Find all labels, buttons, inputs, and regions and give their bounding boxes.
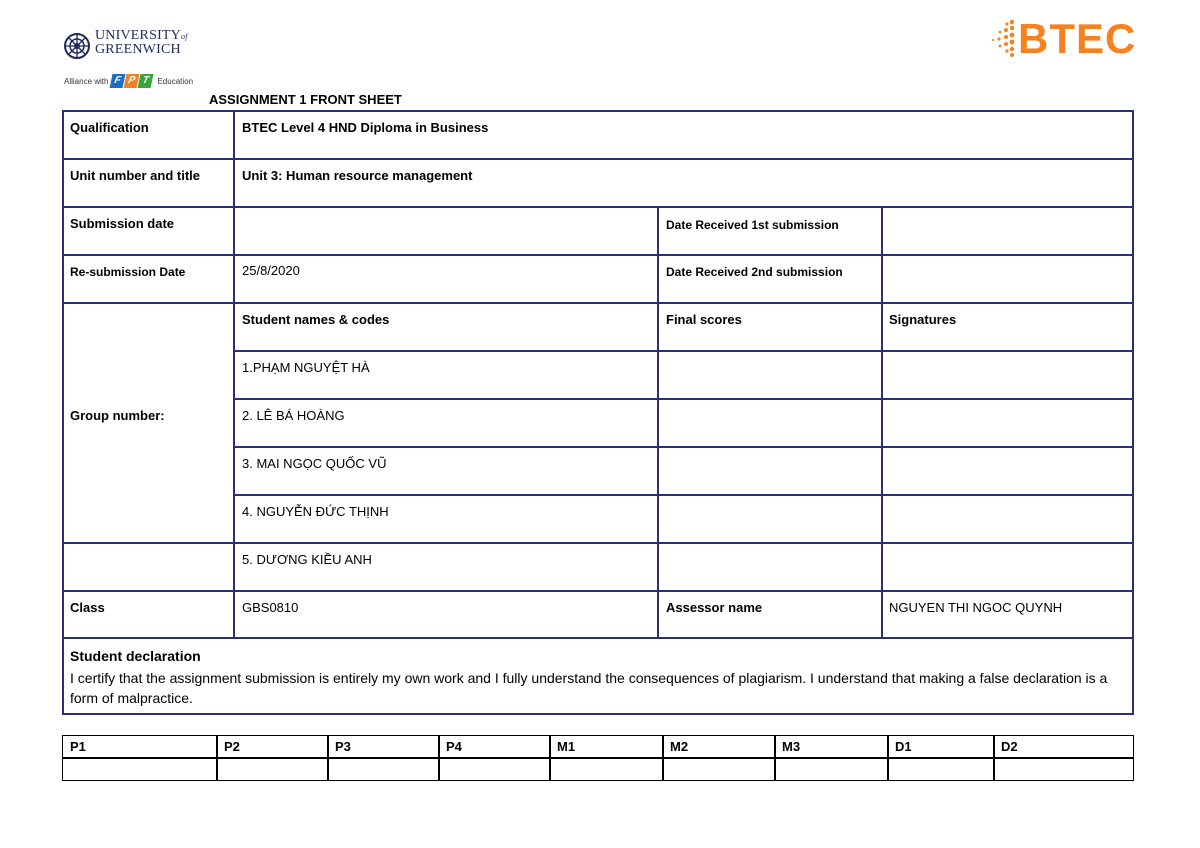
grade-header-p1: P1 bbox=[70, 739, 86, 754]
assessor-name-value: NGUYEN THI NGOC QUYNH bbox=[889, 600, 1063, 615]
grade-header-m3: M3 bbox=[782, 739, 801, 754]
university-name-line1: UNIVERSITY bbox=[95, 28, 181, 43]
fpt-alliance-logo bbox=[64, 74, 193, 88]
grade-header-p4: P4 bbox=[446, 739, 462, 754]
student-row: 5. DƯƠNG KIỀU ANH bbox=[242, 552, 372, 567]
class-label: Class bbox=[70, 600, 105, 615]
alliance-text: Alliance with bbox=[64, 76, 109, 86]
grade-header-m1: M1 bbox=[557, 739, 576, 754]
grade-header-d2: D2 bbox=[1001, 739, 1018, 754]
fpt-logo bbox=[111, 74, 152, 88]
unit-label: Unit number and title bbox=[70, 168, 200, 183]
fpt-letter-p: P bbox=[124, 74, 140, 88]
qualification-label: Qualification bbox=[70, 120, 149, 135]
page-title: ASSIGNMENT 1 FRONT SHEET bbox=[209, 92, 402, 107]
final-scores-header: Final scores bbox=[666, 312, 742, 327]
student-declaration-text: I certify that the assignment submission is entirely my own work and I fully understand the consequences of plagiarism. I understand that making a false declaration is a form of malpractice. bbox=[70, 670, 1108, 706]
signatures-header: Signatures bbox=[889, 312, 957, 327]
student-row: 2. LÊ BÁ HOÀNG bbox=[242, 408, 345, 423]
grade-header-m2: M2 bbox=[670, 739, 689, 754]
date-received-1-label: Date Received 1st submission bbox=[666, 218, 839, 232]
class-value: GBS0810 bbox=[242, 600, 299, 615]
university-name-line2: GREENWICH bbox=[95, 42, 181, 57]
group-number-label: Group number: bbox=[70, 408, 165, 423]
student-declaration-title: Student declaration bbox=[70, 648, 201, 664]
university-name-of: of bbox=[181, 32, 188, 41]
fpt-letter-t: T bbox=[138, 74, 154, 88]
student-row: 3. MAI NGỌC QUỐC VŨ bbox=[242, 456, 387, 471]
grade-criteria-table bbox=[62, 735, 1134, 781]
resubmission-date-value: 25/8/2020 bbox=[242, 263, 300, 278]
student-row: 1.PHẠM NGUYỆT HÀ bbox=[242, 360, 370, 375]
assignment-front-sheet-table bbox=[62, 110, 1134, 715]
grade-header-p3: P3 bbox=[335, 739, 351, 754]
grade-header-p2: P2 bbox=[224, 739, 240, 754]
btec-logo: BTEC bbox=[1018, 15, 1137, 62]
student-row: 4. NGUYỄN ĐỨC THỊNH bbox=[242, 504, 389, 519]
grade-header-d1: D1 bbox=[895, 739, 912, 754]
submission-date-label: Submission date bbox=[70, 216, 175, 231]
resubmission-date-label: Re-submission Date bbox=[70, 265, 186, 279]
student-names-header: Student names & codes bbox=[242, 312, 390, 327]
university-name bbox=[95, 29, 188, 56]
university-seal-icon bbox=[64, 33, 90, 59]
qualification-value: BTEC Level 4 HND Diploma in Business bbox=[242, 120, 489, 135]
unit-value: Unit 3: Human resource management bbox=[242, 168, 473, 183]
fpt-letter-f: F bbox=[110, 74, 126, 88]
assessor-name-label: Assessor name bbox=[666, 600, 763, 615]
btec-dots-icon bbox=[990, 18, 1016, 58]
education-text: Education bbox=[157, 76, 194, 86]
date-received-2-label: Date Received 2nd submission bbox=[666, 265, 843, 279]
